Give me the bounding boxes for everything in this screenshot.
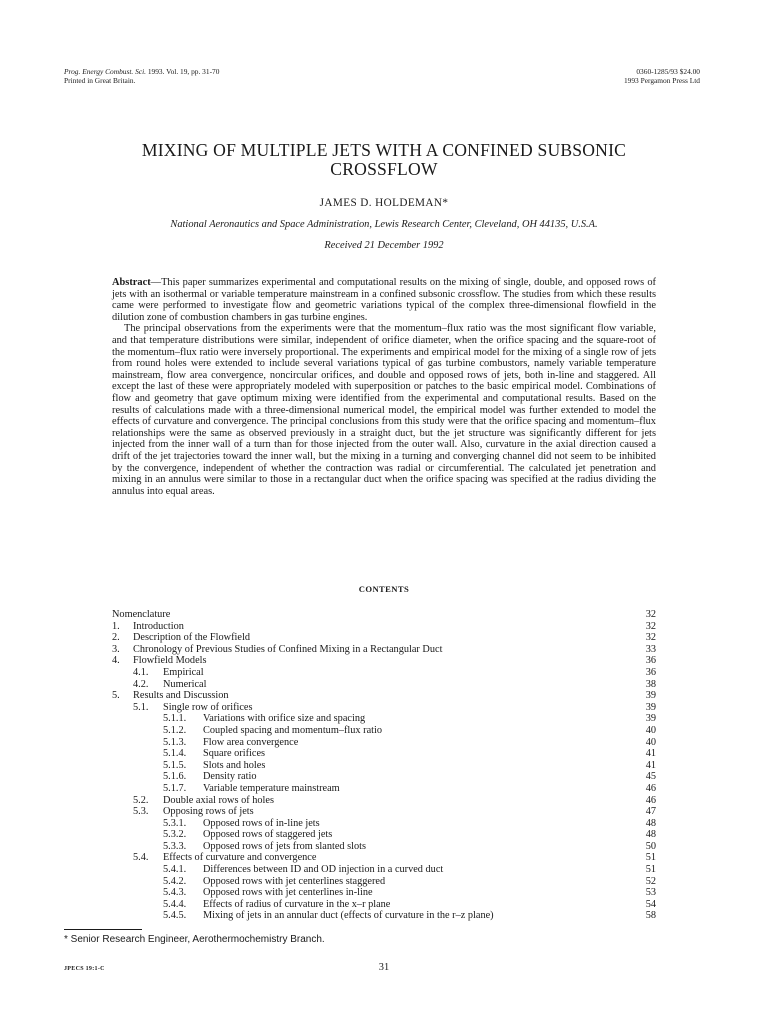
toc-entry-page: 32 [645,620,656,632]
toc-entry-page: 32 [645,609,656,620]
toc-entry-number: 5.3.3. [163,840,187,852]
toc-entry-number: 5.4.5. [163,910,187,922]
toc-entry [112,852,656,864]
journal-header [64,67,219,85]
toc-entry-title: Chronology of Previous Studies of Confined Mixing in a Rectangular Duct [133,643,443,655]
journal-citation: 1993. Vol. 19, pp. 31-70 [147,67,220,76]
toc-entry-page: 36 [645,666,656,678]
toc-entry [112,841,656,853]
toc-entry-page: 39 [645,713,656,725]
toc-entry [112,829,656,841]
toc-entry-title: Mixing of jets in an annular duct (effects of curvature in the r–z plane) [203,910,494,922]
toc-entry-page: 52 [645,875,656,887]
toc-entry-title: Coupled spacing and momentum–flux ratio [203,724,383,736]
toc-entry [112,795,656,807]
toc-entry-number: 3. [112,643,120,655]
toc-entry-title: Flowfield Models [133,655,207,667]
toc-entry-number: 5.3.2. [163,829,187,841]
toc-entry [112,644,656,656]
footnote-rule [64,929,142,930]
received-date: Received 21 December 1992 [324,240,444,251]
toc-entry-title: Density ratio [203,771,257,783]
abstract [112,277,656,497]
toc-entry-title: Results and Discussion [133,690,229,702]
page-number: 31 [378,962,390,973]
abstract-paragraph-2: The principal observations from the experiments were that the momentum–flux ratio was the most significant flow variable, and that temperature distributions were similar, independent of orifice diameter, when the orifice spacing and the square-root of the momentum–flux ratio were inversely proportional. The experiments and empirical model for the mixing of a single row of jets from round holes were extended to include several variations typical of gas turbine combustors, namely variable temperature mainstream, flow area convergence, noncircular orifices, and double and opposed rows of jets, both in-line and staggered. All except the last of these were appropriately modeled with superposition or patches to the basic empirical model. Combinations of flow and geometry that gave optimum mixing were identified from the experimental and computational results. Based on the results of calculations made with a three-dimensional numerical model, the empirical model was further extended to model the effects of curvature and convergence. The principal conclusions from this study were that the orifice spacing and momentum–flux relationships were the same as observed previously in a straight duct, but the jet structure was significantly different for jets injected from the inner wall of a turn than for those injected from the outer wall. Also, curvature in the axial direction caused a drift of the jet trajectories toward the inner wall, but the mixing in a turning and converging channel did not seem to be inhibited by the convergence, independent of whether the contraction was radial or circumferential. The calculated jet penetration and mixing in an annulus were similar to those in a rectangular duct when the orifice spacing was specified at the radius dividing the annulus into equal areas. [112,323,656,497]
toc-entry-number: 5.1.2. [163,724,187,736]
toc-entry-title: Slots and holes [203,759,266,771]
toc-entry-number: 5.3.1. [163,817,187,829]
toc-entry-title: Nomenclature [112,609,171,620]
toc-entry [112,737,656,749]
toc-entry-title: Opposed rows with jet centerlines in-line [203,887,373,899]
publisher-header [624,67,700,85]
toc-entry-number: 5.1.1. [163,713,187,725]
toc-entry-page: 41 [645,748,656,760]
toc-entry-title: Opposed rows with jet centerlines staggered [203,875,386,887]
toc-entry-page: 51 [645,852,656,864]
copyright-publisher: 1993 Pergamon Press Ltd [623,76,700,85]
toc-entry-number: 5.1.5. [163,759,187,771]
toc-entry-page: 40 [645,736,656,748]
printed-in: Printed in Great Britain. [64,76,136,85]
toc-entry-title: Square orifices [203,748,266,760]
toc-entry-page: 32 [645,632,656,644]
toc-entry-page: 38 [645,678,656,690]
toc-entry [112,760,656,772]
toc-entry-title: Variations with orifice size and spacing [203,713,366,725]
toc-entry-title: Empirical [163,666,204,678]
toc-entry-title: Differences between ID and OD injection in a curved duct [203,864,444,876]
toc-entry-number: 5.4.4. [163,898,187,910]
toc-entry-page: 40 [645,724,656,736]
toc-entry-number: 5.1.4. [163,748,187,760]
toc-entry-number: 5.2. [133,794,149,806]
toc-entry-page: 46 [645,782,656,794]
title-line-1: MIXING OF MULTIPLE JETS WITH A CONFINED SUBSONIC [141,140,627,160]
toc-entry-number: 4. [112,655,120,667]
toc-entry [112,655,656,667]
toc-entry [112,783,656,795]
author: JAMES D. HOLDEMAN* [319,197,449,209]
toc-entry-page: 45 [645,771,656,783]
footnote: * Senior Research Engineer, Aerothermochemistry Branch. [64,934,325,945]
abstract-label: Abstract [112,277,151,288]
toc-entry [112,887,656,899]
toc-entry [112,771,656,783]
toc-entry [112,876,656,888]
toc-entry-number: 5.1.7. [163,782,187,794]
toc-entry-number: 4.1. [133,666,149,678]
toc-entry-title: Opposed rows of jets from slanted slots [203,840,367,852]
toc-entry-number: 5.4. [133,852,149,864]
toc-entry-page: 41 [645,759,656,771]
toc-entry-number: 1. [112,620,120,632]
toc-entry-page: 39 [645,701,656,713]
toc-entry [112,632,656,644]
toc-entry-number: 5. [112,690,120,702]
toc-entry-title: Single row of orifices [163,701,253,713]
toc-entry-page: 36 [645,655,656,667]
toc-entry-page: 51 [645,864,656,876]
toc-entry-number: 5.4.2. [163,875,187,887]
toc-entry-title: Effects of curvature and convergence [163,852,317,864]
toc-entry [112,864,656,876]
toc-entry [112,725,656,737]
toc-entry-number: 4.2. [133,678,149,690]
abstract-paragraph-1 [112,277,656,323]
toc-entry [112,748,656,760]
toc-entry-number: 5.1.3. [163,736,187,748]
toc-entry-page: 39 [645,690,656,702]
toc-entry [112,818,656,830]
toc-entry [112,910,656,922]
toc-entry-title: Description of the Flowfield [133,632,250,644]
toc-entry-title: Opposed rows of in-line jets [203,817,320,829]
toc-entry-page: 48 [645,829,656,841]
toc-entry-title: Flow area convergence [203,736,299,748]
toc-entry-page: 47 [645,806,656,818]
toc-entry-page: 48 [645,817,656,829]
title-line-2: CROSSFLOW [330,159,438,179]
toc-entry-title: Opposed rows of staggered jets [203,829,333,841]
toc-entry-page: 50 [645,840,656,852]
paper-title [84,141,684,179]
contents-heading: CONTENTS [358,584,410,594]
toc-entry-number: 5.4.3. [163,887,187,899]
toc-entry-number: 5.1. [133,701,149,713]
toc-entry [112,679,656,691]
issn-price: 0360-1285/93 $24.00 [636,67,700,76]
affiliation: National Aeronautics and Space Administration, Lewis Research Center, Cleveland, OH 44135, U.S.A. [170,219,598,230]
toc-entry-page: 54 [645,898,656,910]
toc-entry [112,899,656,911]
journal-name: Prog. Energy Combust. Sci. [64,67,146,76]
toc-entry-number: 2. [112,632,120,644]
toc-entry-title: Double axial rows of holes [163,794,274,806]
toc-entry-title: Introduction [133,620,184,632]
toc-entry-number: 5.4.1. [163,864,187,876]
toc-entry-title: Variable temperature mainstream [203,782,340,794]
toc-entry-page: 33 [645,643,656,655]
toc-entry-number: 5.1.6. [163,771,187,783]
toc-entry-title: Opposing rows of jets [163,806,254,818]
toc-entry-title: Numerical [163,678,207,690]
toc-entry [112,702,656,714]
toc-entry-page: 46 [645,794,656,806]
table-of-contents [112,609,656,922]
toc-entry-number: 5.3. [133,806,149,818]
toc-entry-page: 53 [645,887,656,899]
toc-entry [112,713,656,725]
toc-entry [112,806,656,818]
toc-entry-page: 58 [645,910,656,922]
toc-entry [112,667,656,679]
toc-entry [112,621,656,633]
toc-entry-title: Effects of radius of curvature in the x–r plane [203,898,391,910]
abstract-text-1: —This paper summarizes experimental and computational results on the mixing of single, double, and opposed rows of jets with an isothermal or variable temperature mainstream in a confined subsonic crossflow. The studies from which these results came were performed to investigate flow and geometric variations typical of the complex three-dimensional flowfield in the dilution zone of combustion chambers in gas turbine engines. [112,277,656,323]
toc-entry [112,690,656,702]
toc-entry [112,609,656,621]
footer-code: JPECS 19:1-C [64,966,105,972]
